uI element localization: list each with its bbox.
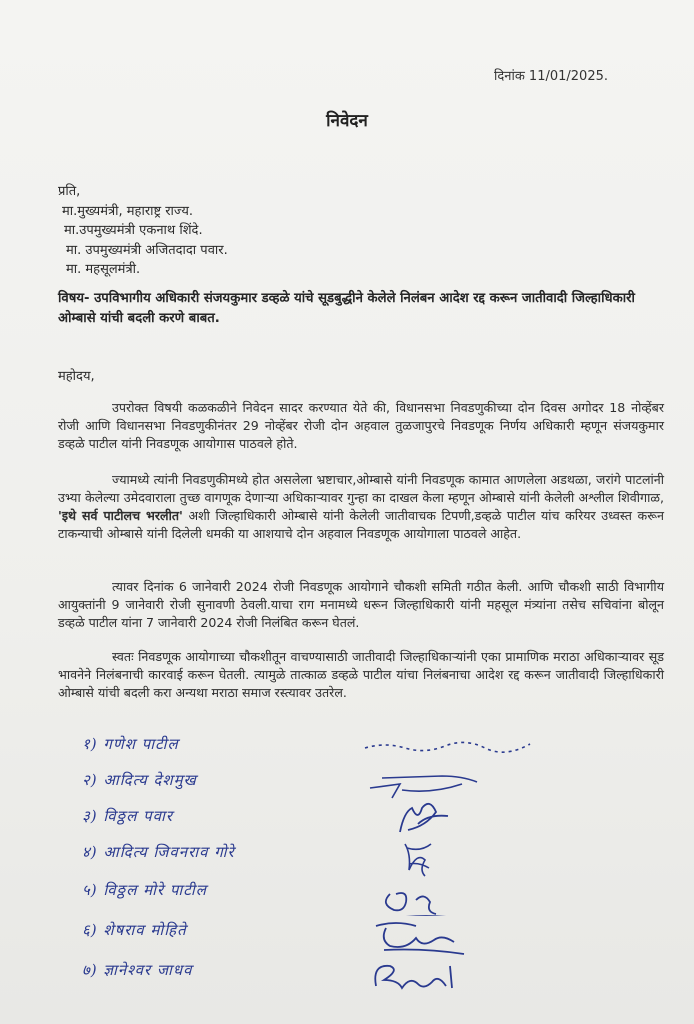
body-paragraph-2 — [58, 471, 664, 543]
addressee-block — [58, 182, 228, 280]
signatory-name: ५) विठ्ठल मोरे पाटील — [82, 881, 207, 899]
signatory-row — [60, 838, 660, 876]
signature-mark — [360, 876, 540, 916]
addressee-line: मा.मुख्यमंत्री, महाराष्ट्र राज्य. — [62, 203, 194, 219]
signature-mark — [360, 766, 540, 806]
body-paragraph-1: उपरोक्त विषयी कळकळीने निवेदन सादर करण्यात येते की, विधानसभा निवडणुकीच्या दोन दिवस अगोदर 18 नोव्हेंबर रोजी आणि विधानसभा निवडणुकीनंतर 29 नोव्हेंबर रोजी दोन अहवाल तुळजापुरचे निवडणूक निर्णय अधिकारी म्हणून संजयकुमार डव्हळे पाटील यांनी निवडणूक आयोगास पाठवले होते. — [58, 400, 664, 451]
signature-mark — [360, 956, 540, 996]
signatory-name: १) गणेश पाटील — [82, 735, 179, 753]
signatory-row — [60, 916, 660, 954]
signatory-row — [60, 766, 660, 804]
paragraph-2-text-start: ज्यामध्ये त्यांनी निवडणुकीमध्ये होत असलेला भ्रष्टाचार,ओम्बासे यांनी निवडणूक कामात आणलेला अडथळा, जरांगे पाटलांनी उभ्या केलेल्या उमेदवाराला तुच्छ वागणूक देणाऱ्या अधिकाऱ्यावर गुन्हा का दाखल केला म्हणून ओम्बासे यांनी केलेली अश्लील शिवीगाळ, — [58, 472, 664, 505]
signature-mark — [360, 838, 540, 878]
signatory-name: ७) ज्ञानेश्वर जाधव — [82, 961, 193, 979]
paragraph-2-text-end: अशी जिल्हाधिकारी ओम्बासे यांनी केलेली जातीवाचक टिपणी,डव्हळे पाटील यांच करियर उध्वस्त करून टाकन्याची ओम्बासे यांनी दिलेली धमकी या आशयाचे दोन अहवाल निवडणूक आयोगाला पाठवले आहेत. — [58, 508, 664, 541]
signatory-row — [60, 730, 660, 768]
addressee-line: मा. महसूलमंत्री. — [66, 262, 141, 277]
signatory-row — [60, 802, 660, 840]
signatory-name: ४) आदित्य जिवनराव गोरे — [82, 843, 235, 861]
signature-mark — [360, 916, 540, 956]
signatory-name: ३) विठ्ठल पवार — [82, 807, 174, 825]
body-paragraph-3: त्यावर दिनांक 6 जानेवारी 2024 रोजी निवडणूक आयोगाने चौकशी समिती गठीत केली. आणि चौकशी साठी विभागीय आयुक्तांनी 9 जानेवारी रोजी सुनावणी ठेवली.याचा राग मनामध्ये धरून जिल्हाधिकारी यांनी महसूल मंत्र्यांना तसेच सचिवांना बोलून डव्हळे पाटील यांना 7 जानेवारी 2024 रोजी निलंबित करून घेतलं. — [58, 579, 664, 630]
subject-line: विषय- उपविभागीय अधिकारी संजयकुमार डव्हळे यांचे सूडबुद्धीने केलेले निलंबन आदेश रद्द करून जातीवादी जिल्हाधिकारी ओम्बासे यांची बदली करणे बाबत. — [58, 291, 635, 326]
signatory-name: २) आदित्य देशमुख — [82, 771, 197, 789]
signatory-row — [60, 876, 660, 914]
addressee-line: प्रति, — [58, 184, 81, 199]
signatory-row — [60, 956, 660, 994]
quoted-remark: 'इथे सर्व पाटीलच भरलीत' — [58, 508, 183, 523]
signature-mark — [360, 802, 540, 842]
addressee-line: मा.उपमुख्यमंत्री एकनाथ शिंदे. — [64, 223, 203, 238]
signature-mark — [360, 730, 540, 770]
signatory-name: ६) शेषराव मोहिते — [82, 921, 187, 939]
body-paragraph-4: स्वतः निवडणूक आयोगाच्या चौकशीतून वाचण्यासाठी जातीवादी जिल्हाधिकाऱ्यांनी एका प्रामाणिक मराठा अधिकाऱ्यावर सूड भावनेने निलंबनाची कारवाई करून घेतली. त्यामुळे तात्काळ डव्हळे पाटील यांचा निलंबनाचा आदेश रद्द करून जातीवादी जिल्हाधिकारी ओम्बासे यांची बदली करा अन्यथा मराठा समाज रस्त्यावर उतरेल. — [58, 649, 664, 700]
salutation: महोदय, — [58, 369, 95, 384]
document-date: दिनांक 11/01/2025. — [493, 69, 608, 84]
addressee-line: मा. उपमुख्यमंत्री अजितदादा पवार. — [66, 242, 228, 258]
document-title: निवेदन — [326, 111, 368, 131]
